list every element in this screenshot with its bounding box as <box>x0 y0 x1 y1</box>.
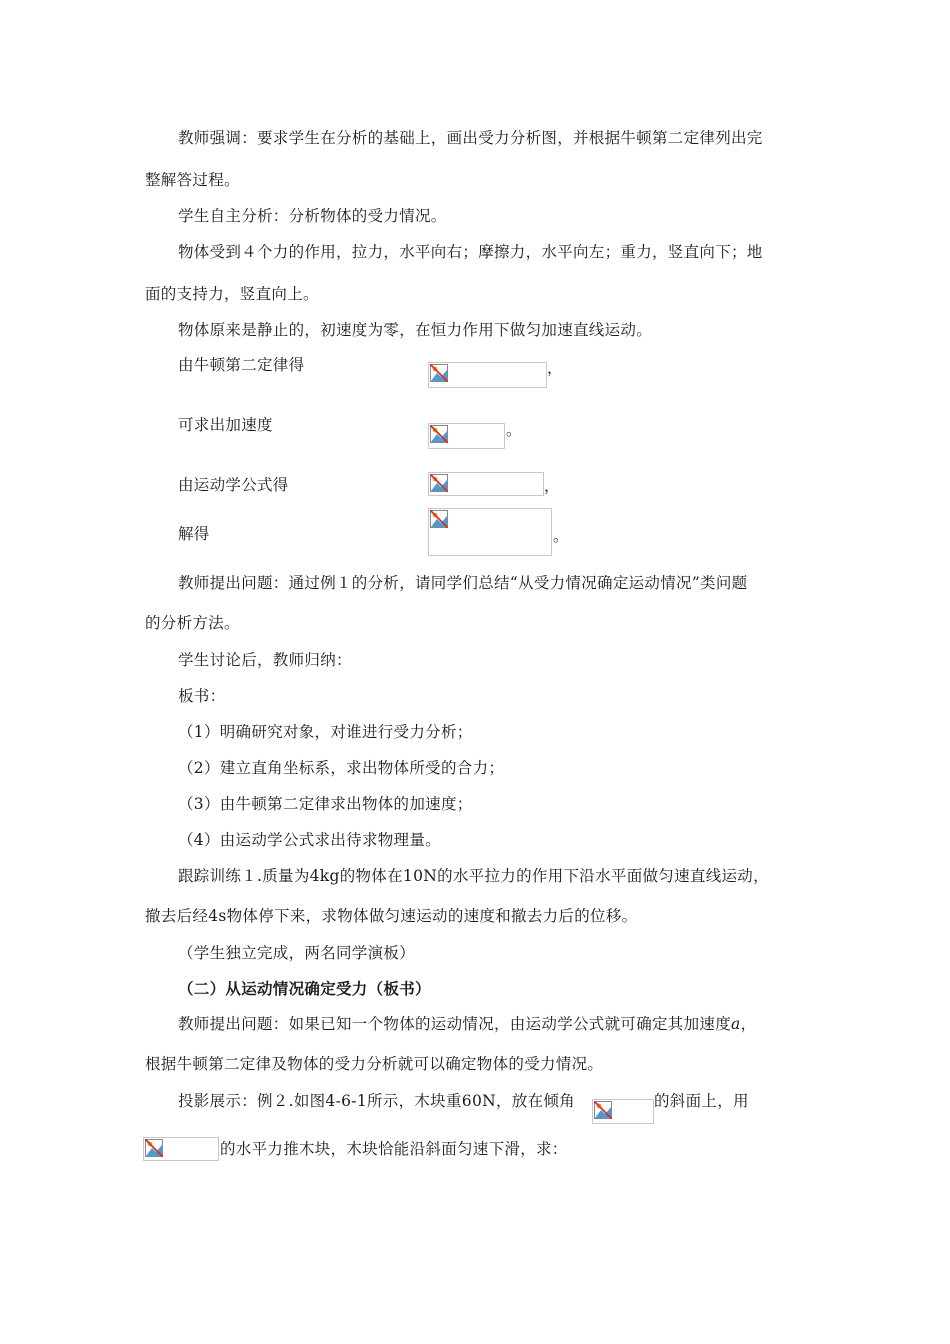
paragraph-example-2-cont: 的水平力推木块，木块恰能沿斜面匀速下滑，求： <box>220 1140 568 1158</box>
punct-comma: ， <box>547 359 563 377</box>
formula-label-acceleration: 可求出加速度 <box>178 416 273 434</box>
paragraph-forces: 物体受到４个力的作用，拉力，水平向右；摩擦力，水平向左；重力，竖直向下；地 <box>178 243 763 261</box>
paragraph-teacher-emphasis: 教师强调：要求学生在分析的基础上，画出受力分析图，并根据牛顿第二定律列出完 <box>178 129 763 147</box>
paragraph-exercise-cont: 撤去后经4s物体停下来，求物体做匀速运动的速度和撤去力后的位移。 <box>145 907 638 925</box>
paragraph-forces-cont: 面的支持力，竖直向上。 <box>145 285 319 303</box>
formula-image-kinematics <box>428 472 544 496</box>
paragraph-example-2-end: 的斜面上，用 <box>654 1092 749 1110</box>
paragraph-teacher-emphasis-cont: 整解答过程。 <box>145 171 240 189</box>
broken-image-icon <box>430 510 448 528</box>
list-item: （1）明确研究对象，对谁进行受力分析； <box>178 723 473 741</box>
list-item: （4）由运动学公式求出待求物理量。 <box>178 831 441 849</box>
paragraph-student-analysis: 学生自主分析：分析物体的受力情况。 <box>178 207 447 225</box>
list-item: （2）建立直角坐标系，求出物体所受的合力； <box>178 759 505 777</box>
formula-image-acceleration <box>428 423 505 449</box>
paragraph-motion-question-cont: 根据牛顿第二定律及物体的受力分析就可以确定物体的受力情况。 <box>145 1055 604 1073</box>
section-heading: （二）从运动情况确定受力（板书） <box>178 979 431 998</box>
broken-image-icon <box>594 1101 612 1119</box>
paragraph-motion-question <box>178 1014 756 1034</box>
paragraph-initial-state: 物体原来是静止的，初速度为零，在恒力作用下做匀加速直线运动。 <box>178 321 653 339</box>
formula-label-kinematics: 由运动学公式得 <box>178 476 289 494</box>
formula-image-angle <box>592 1099 654 1124</box>
list-item: （3）由牛顿第二定律求出物体的加速度； <box>178 795 473 813</box>
paragraph-discussion: 学生讨论后，教师归纳： <box>178 651 352 669</box>
formula-label-newton: 由牛顿第二定律得 <box>178 356 305 374</box>
punct-period: 。 <box>553 527 569 545</box>
formula-image-newton <box>428 362 547 388</box>
formula-image-result <box>428 508 552 556</box>
broken-image-icon <box>430 474 448 492</box>
punct-comma: ， <box>544 477 560 495</box>
paragraph-teacher-question-cont: 的分析方法。 <box>145 614 240 632</box>
formula-label-result: 解得 <box>178 525 210 543</box>
formula-image-force <box>143 1137 219 1161</box>
paragraph-teacher-question: 教师提出问题：通过例１的分析，请同学们总结“从受力情况确定运动情况”类问题 <box>178 574 748 592</box>
broken-image-icon <box>430 364 448 382</box>
paragraph-example-2: 投影展示：例２.如图4-6-1所示，木块重60N，放在倾角 <box>178 1092 575 1110</box>
paragraph-board-label: 板书： <box>178 687 226 705</box>
text-segment: 教师提出问题：如果已知一个物体的运动情况，由运动学公式就可确定其加速度 <box>178 1015 732 1033</box>
text-segment: ， <box>740 1015 757 1033</box>
variable-a: a <box>731 1015 741 1033</box>
punct-period: 。 <box>506 421 522 439</box>
paragraph-exercise: 跟踪训练１.质量为4kg的物体在10N的水平拉力的作用下沿水平面做匀速直线运动， <box>178 867 769 885</box>
broken-image-icon <box>145 1139 163 1157</box>
paragraph-student-note: （学生独立完成，两名同学演板） <box>178 944 416 962</box>
broken-image-icon <box>430 425 448 443</box>
